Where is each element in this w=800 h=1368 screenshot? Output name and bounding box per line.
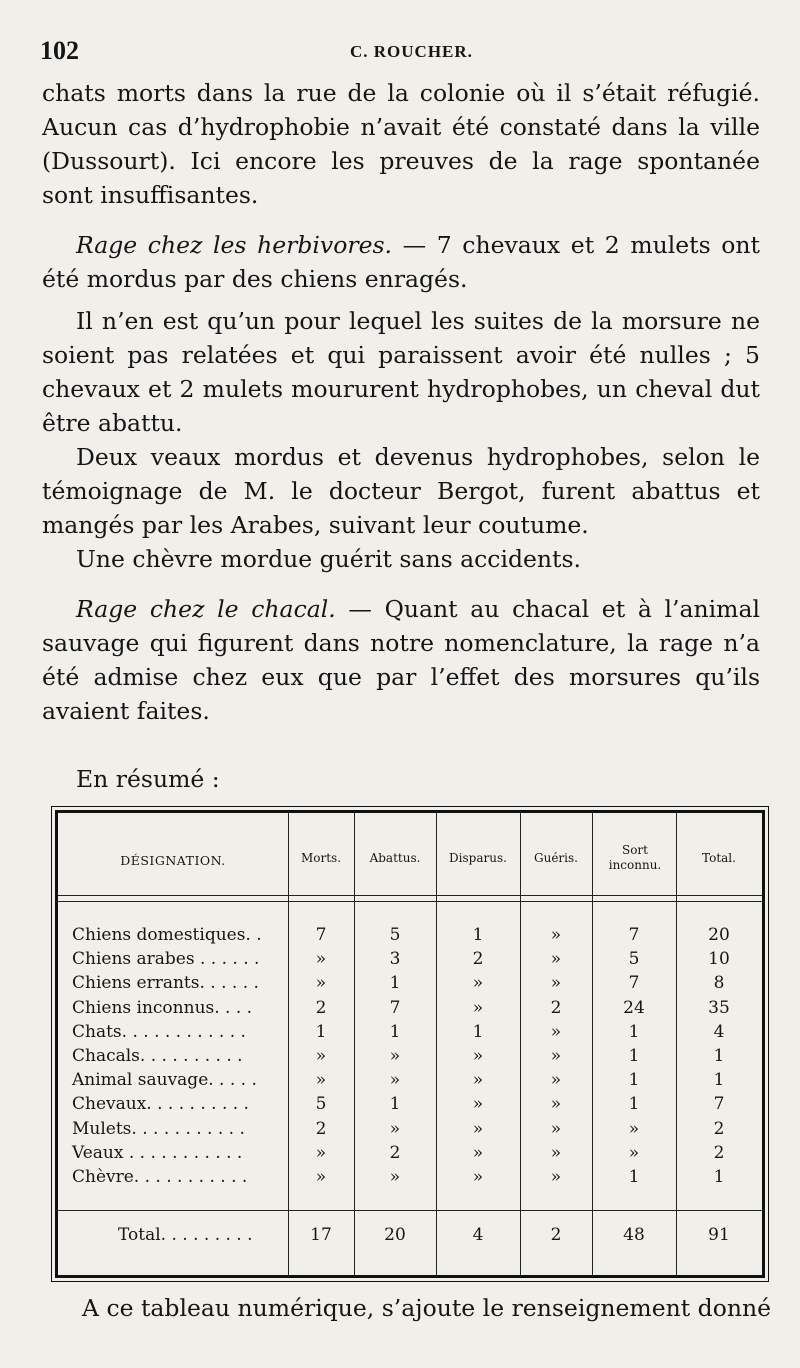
table-cell: 1 <box>628 1167 640 1187</box>
table-cell: » <box>550 1021 562 1042</box>
col-divider <box>592 813 593 1275</box>
table-cell: » <box>315 949 327 970</box>
table-cell: 1 <box>315 1021 327 1042</box>
paragraph-herbivores <box>42 228 760 296</box>
table-cell: 20 <box>708 925 730 945</box>
paragraph-4: Deux veaux mordus et devenus hydrophobes, selon le témoignage de M. le docteur Bergot, furent abattus et mangés par les Arabes, suivant leur coutume. <box>42 443 760 539</box>
table-cell: 17 <box>310 1225 332 1245</box>
table-cell: 7 <box>389 997 401 1018</box>
table-cell: » <box>472 997 484 1018</box>
table-cell: » <box>550 1167 562 1187</box>
table-cell: » <box>389 1118 401 1139</box>
table-row <box>58 1143 762 1165</box>
summary-table <box>55 810 765 1278</box>
table-total-row <box>58 1225 762 1247</box>
table-cell: 7 <box>628 973 640 994</box>
table-cell: 2 <box>315 997 327 1018</box>
col-header-designation: DÉSIGNATION. <box>120 853 226 868</box>
col-header-total: Total. <box>702 851 736 865</box>
paragraph-chacal <box>42 592 760 728</box>
table-cell: 91 <box>708 1225 730 1245</box>
table-cell: 1 <box>713 1046 725 1066</box>
row-label: Animal sauvage. . . . . <box>72 1070 257 1091</box>
table-cell: 1 <box>628 1021 640 1042</box>
section-title-herbivores: Rage chez les herbivores. <box>76 231 393 259</box>
table-cell: » <box>315 1142 327 1163</box>
table-cell: 5 <box>628 949 640 970</box>
table-cell: » <box>628 1118 640 1139</box>
col-header-gueris: Guéris. <box>534 851 578 865</box>
table-row <box>58 1167 762 1189</box>
continuation-line: A ce tableau numérique, s’ajoute le renseignement donné <box>82 1294 772 1322</box>
table-cell: 1 <box>472 1021 484 1042</box>
total-divider <box>58 1210 762 1211</box>
paragraph-herbivores-text: — 7 chevaux et 2 mulets ont été mordus par des chiens enragés. <box>42 231 760 293</box>
col-header-sort-inconnu: Sort inconnu. <box>608 843 662 872</box>
row-label: Mulets. . . . . . . . . . . <box>72 1118 245 1139</box>
table-row <box>58 1094 762 1116</box>
row-label: Total. . . . . . . . . <box>118 1225 253 1245</box>
table-cell: 1 <box>713 1167 725 1187</box>
section-title-chacal: Rage chez le chacal. <box>76 595 336 623</box>
table-row <box>58 998 762 1020</box>
row-label: Chèvre. . . . . . . . . . . <box>72 1167 248 1187</box>
table-cell: » <box>389 1070 401 1091</box>
row-label: Chats. . . . . . . . . . . . <box>72 1021 246 1042</box>
table-row <box>58 1070 762 1092</box>
row-label: Veaux . . . . . . . . . . . <box>72 1142 243 1163</box>
table-cell: » <box>472 1167 484 1187</box>
table-cell: 7 <box>713 1094 725 1115</box>
row-label: Chiens inconnus. . . . <box>72 997 253 1018</box>
col-divider <box>288 813 289 1275</box>
table-cell: 2 <box>389 1142 401 1163</box>
table-cell: » <box>550 925 562 945</box>
table-cell: » <box>550 1094 562 1115</box>
table-cell: 2 <box>472 949 484 970</box>
table-cell: 1 <box>628 1046 640 1066</box>
col-header-disparus: Disparus. <box>449 851 507 865</box>
table-cell: 24 <box>623 997 645 1018</box>
table-cell: 2 <box>550 1225 562 1245</box>
col-header-abattus: Abattus. <box>369 851 421 865</box>
table-cell: 1 <box>389 973 401 994</box>
col-divider <box>436 813 437 1275</box>
page-number: 102 <box>40 36 79 65</box>
table-cell: » <box>315 1070 327 1091</box>
col-header-morts: Morts. <box>300 851 342 865</box>
table-cell: 20 <box>384 1225 406 1245</box>
table-cell: 2 <box>550 997 562 1018</box>
table-cell: » <box>472 1118 484 1139</box>
table-cell: » <box>550 949 562 970</box>
table-cell: » <box>389 1167 401 1187</box>
header-divider-2 <box>58 901 762 902</box>
table-cell: » <box>628 1142 640 1163</box>
table-cell: 10 <box>708 949 730 970</box>
table-cell: 1 <box>628 1070 640 1091</box>
page-header <box>40 36 762 66</box>
row-label: Chiens domestiques. . <box>72 925 262 945</box>
table-cell: 8 <box>713 973 725 994</box>
table-row <box>58 949 762 971</box>
table-cell: 1 <box>389 1021 401 1042</box>
paragraph-3: Il n’en est qu’un pour lequel les suites de la morsure ne soient pas relatées et qui paraissent avoir été nulles ; 5 chevaux et 2 mulets moururent hydrophobes, un cheval dut être abattu. <box>42 307 760 437</box>
col-divider <box>676 813 677 1275</box>
table-cell: 4 <box>472 1225 484 1245</box>
row-label: Chevaux. . . . . . . . . . <box>72 1094 249 1115</box>
table-cell: » <box>315 1167 327 1187</box>
table-cell: 2 <box>713 1118 725 1139</box>
table-row <box>58 1022 762 1044</box>
row-label: Chiens errants. . . . . . <box>72 973 259 994</box>
table-cell: 1 <box>713 1070 725 1091</box>
table-cell: » <box>550 1070 562 1091</box>
resume-heading: En résumé : <box>76 765 220 793</box>
table-cell: 2 <box>713 1142 725 1163</box>
col-divider <box>354 813 355 1275</box>
table-cell: » <box>315 973 327 994</box>
table-cell: » <box>472 1142 484 1163</box>
paragraph-1: chats morts dans la rue de la colonie où il s’était réfugié. Aucun cas d’hydrophobie n’avait été constaté dans la ville (Dussourt). Ici encore les preuves de la rage spontanée sont insuffisantes. <box>42 79 760 209</box>
body-text <box>42 76 760 728</box>
table-cell: » <box>472 973 484 994</box>
table-cell: 5 <box>389 925 401 945</box>
table-cell: » <box>550 1046 562 1066</box>
table-cell: 4 <box>713 1021 725 1042</box>
table-cell: » <box>472 1046 484 1066</box>
table-cell: 5 <box>315 1094 327 1115</box>
paragraph-chacal-text: — Quant au chacal et à l’animal sauvage qui figurent dans notre nomenclature, la rage n’a été admise chez eux que par l’effet des morsures qu’ils avaient faites. <box>42 595 760 725</box>
row-label: Chiens arabes . . . . . . <box>72 949 260 970</box>
col-divider <box>520 813 521 1275</box>
table-cell: 2 <box>315 1118 327 1139</box>
table-cell: » <box>550 973 562 994</box>
header-divider <box>58 895 762 896</box>
table-cell: » <box>315 1046 327 1066</box>
row-label: Chacals. . . . . . . . . . <box>72 1046 243 1066</box>
table-cell: 3 <box>389 949 401 970</box>
running-head: C. ROUCHER. <box>350 42 473 61</box>
table-cell: » <box>472 1070 484 1091</box>
paragraph-5: Une chèvre mordue guérit sans accidents. <box>76 545 582 573</box>
table-cell: 1 <box>389 1094 401 1115</box>
table-cell: 7 <box>628 925 640 945</box>
table-cell: » <box>389 1046 401 1066</box>
table-cell: 35 <box>708 997 730 1018</box>
table-cell: » <box>472 1094 484 1115</box>
table-cell: » <box>550 1142 562 1163</box>
table-cell: 48 <box>623 1225 645 1245</box>
table-row <box>58 1046 762 1068</box>
table-row <box>58 973 762 995</box>
table-cell: 1 <box>472 925 484 945</box>
table-cell: » <box>550 1118 562 1139</box>
table-cell: 1 <box>628 1094 640 1115</box>
table-row <box>58 1119 762 1141</box>
table-row <box>58 925 762 947</box>
table-cell: 7 <box>315 925 327 945</box>
